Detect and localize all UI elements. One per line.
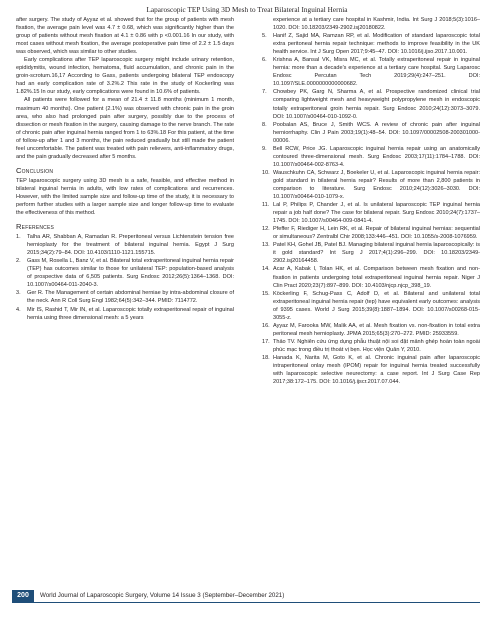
reference-continuation	[262, 16, 480, 32]
reference-number: 14.	[262, 266, 270, 273]
reference-text: Poobalan AS, Bruce J, Smith WCS. A review of chronic pain after inguinal herniorrhaphy. Clin J Pain 2003;19(1):48–54. DOI: 10.1097/00002508-200301000-00006.	[273, 121, 480, 144]
page-number: 200	[12, 590, 34, 602]
running-head: Laparoscopic TEP Using 3D Mesh to Treat Bilateral Inguinal Hernia	[146, 6, 348, 14]
reference-item	[262, 322, 480, 338]
body-paragraph: Early complications after TEP laparoscopic surgery might include urinary retention, epididymitis, wound infection, hematoma, fluid accumulation, and chronic pain in the groin-scrotum.16,17 According to Gass, patients undergoing bilateral TEP endoscopy had an early complication rate of 3.2%.2 This rate in the study of Kockerling was 1.82%.15 In our study, early complications were found in 10.6% of patients.	[16, 57, 234, 96]
reference-text: Lal P, Philips P, Chander J, et al. Is unilateral laparoscopic TEP inguinal hernia repair a job half done? The case for bilateral repair. Surg Endosc 2010;24(7):1737–1745. DOI: 10.1007/s00464-009-0841-4.	[273, 202, 480, 225]
reference-item	[262, 354, 480, 386]
reference-text: Acar A, Kabak I, Tolan HK, et al. Comparison between mesh fixation and non-fixation in patients undergoing total extraperitoneal inguinal hernia repair. Niger J Clin Pract 2020;23(7):897–899. DOI: 10.4103/njcp.njcp_398_19.	[273, 266, 480, 289]
reference-text: Hanada K, Narita M, Goto K, et al. Chronic inguinal pain after laparoscopic intraperitoneal onlay mesh (IPOM) repair for inguinal hernia treated successfully with laparoscopic selective neurectomy: a case report. Int J Surg Case Rep 2017;38:172–175. DOI: 10.1016/j.ijscr.2017.07.044.	[273, 354, 480, 386]
reference-number: 4.	[16, 306, 21, 313]
reference-number: 1.	[16, 234, 21, 241]
reference-item	[262, 121, 480, 145]
reference-number: 8.	[262, 121, 267, 128]
references-list-continued	[262, 16, 480, 386]
reference-item	[262, 169, 480, 201]
reference-number: 9.	[262, 145, 267, 152]
reference-text: Patel KH, Gohel JB, Patel BJ. Managing bilateral inguinal hernia laparoscopically: is it gold standard? Int Surg J 2017;4(1):296–299. DOI: 10.18203/2349-2902.isj20164458.	[273, 242, 480, 265]
reference-text: Chowbey PK, Garg N, Sharma A, et al. Prospective randomized clinical trial comparing lightweight mesh and heavyweight polypropylene mesh in endoscopic totally extraperitoneal groin hernia repair. Surg Endosc 2010;24(12):3073–3079. DOI: 10.1007/s00464-010-1092-0.	[273, 89, 480, 120]
reference-item	[262, 88, 480, 120]
reference-item	[16, 233, 234, 257]
reference-number: 16.	[262, 322, 270, 329]
reference-text: Talha AR, Shabban A, Ramadan R. Preperitoneal versus Lichtenstein tension free hernioplasty for the treatment of bilateral inguinal hernia. Egypt J Surg 2015;34(2):79–84. DOI: 10.4103/1110-1121.155715.	[27, 234, 234, 257]
reference-number: 6.	[262, 57, 267, 64]
reference-item	[262, 265, 480, 289]
reference-number: 11.	[262, 202, 270, 209]
reference-text: Köckerling F, Schug-Pass C, Adolf D, et al. Bilateral and unilateral total extraperitoneal inguinal hernia repair (tep) have equivalent early outcomes: analysis of 9395 cases. World J Surg 2015;39(8):1887–1894. DOI: 10.1007/s00268-015-3055-z.	[273, 290, 480, 321]
reference-number: 7.	[262, 89, 267, 96]
reference-item	[262, 145, 480, 169]
reference-number: 15.	[262, 290, 270, 297]
right-column	[262, 16, 480, 386]
body-paragraph: after surgery. The study of Ayyaz et al. showed that for the group of patients with mesh fixation, the average pain level was 4.7 ± 0.68, which was significantly higher than the group of patients without mesh fixation at 4.1 ± 0.86 with p <0.001.16 In our study, with most cases without mesh fixation, the average postoperative pain time of 2.2 ± 1.5 days was observed, which was similar to other studies.	[16, 17, 234, 56]
reference-number: 3.	[16, 290, 21, 297]
reference-number: 17.	[262, 338, 270, 345]
reference-item	[16, 289, 234, 305]
reference-number: 2.	[16, 258, 21, 265]
reference-item	[262, 56, 480, 88]
reference-number: 10.	[262, 169, 270, 176]
reference-item	[16, 257, 234, 289]
reference-item	[262, 338, 480, 354]
body-paragraph: All patients were followed for a mean of 21.4 ± 11.8 months (minimum 1 month, maximum 40 months). One patient (2.1%) was observed with chronic pain in the groin area, who also had prolonged pain after surgery, possibly due to the process of dissection or mesh fixation in the surgery, causing damage to the nerve branch. The rate of chronic pain after inguinal hernia ranged from 1 to 63%.18 For this patient, at the time of follow-up after 1 and 3 months, the pain reduced gradually but still made the patient feel uncomfortable. The patient was treated with pain relievers, anti-inflammatory drugs, and the pain gradually decreased after 5 months.	[16, 97, 234, 160]
reference-text: Gass M, Rosella L, Banz V, et al. Bilateral total extraperitoneal inguinal hernia repair (TEP) has outcomes similar to those for unilateral TEP: population-based analysis of prospective data of 6,505 patients. Surg Endosc 2012;26(5):1364–1368. DOI: 10.1007/s00464-011-2040-3.	[27, 258, 234, 289]
reference-text: Thảo TV. Nghiên cứu ứng dụng phẫu thuật nội soi đặt mảnh ghép hoàn toàn ngoài phúc mạc trong điều trị thoát vị bẹn. Học viện Quân Y, 2010.	[273, 338, 480, 353]
reference-text: Pfeffer F, Riediger H, Lein RK, et al. Repair of bilateral inguinal hernias: sequential or simultaneous? Zentralbl Chir 2008;133:446–451. DOI: 10.1055/s-2008-1076959.	[273, 226, 480, 241]
references-heading: References	[16, 222, 55, 232]
journal-footer: World Journal of Laparoscopic Surgery, Volume 14 Issue 3 (September–December 2021)	[40, 592, 285, 599]
reference-text: Mir IS, Rashid T, Mir IN, et al. Laparoscopic totally extraperitoneal repair of inguinal hernia using three dimensional mesh: a 5 years	[27, 306, 234, 321]
reference-item	[262, 225, 480, 241]
reference-item	[262, 290, 480, 322]
reference-number: 5.	[262, 33, 267, 40]
reference-number: 12.	[262, 226, 270, 233]
reference-number: 13.	[262, 242, 270, 249]
reference-text: Wauschkuhn CA, Schwarz J, Boekeler U, et al. Laparoscopic inguinal hernia repair: gold standard in bilateral hernia repair? Results of more than 2,800 patients in comparison to literature. Surg Endosc 2010;24(12):3026–3030. DOI: 10.1007/s00464-010-1079-x.	[273, 169, 480, 201]
reference-item	[262, 241, 480, 265]
reference-item	[262, 201, 480, 225]
reference-text: Hanif Z, Sajid MA, Ramzan RP, et al. Modification of standard laparoscopic total extra peritoneal hernia repair technique: methods to improve feasibility in the UK health service. Int J Surg Open 2017;9:45–47. DOI: 10.1016/j.ijso.2017.10.001.	[273, 33, 480, 56]
conclusion-heading: Conclusion	[16, 165, 54, 175]
reference-number: 18.	[262, 354, 270, 361]
left-column	[16, 16, 234, 322]
footer-rule	[12, 602, 480, 603]
reference-text: Krishna A, Bansal VK, Misra MC, et al. Totally extraperitoneal repair in inguinal hernia: more than a decade's experience at a tertiary care hospital. Surg Laparosc Endosc Percutan Tech 2019;29(4):247–251. DOI: 10.1097/SLE.0000000000000682.	[273, 57, 480, 88]
reference-item	[16, 306, 234, 322]
reference-text: experience at a tertiary care hospital in Kashmir, India. Int Surg J 2018;5(3):1016–1020. DOI: 10.18203/2349-2902.isj20180822.	[273, 17, 480, 32]
reference-text: Ayyaz M, Farooka MW, Malik AA, et al. Mesh fixation vs. non-fixation in total extra peritoneal mesh hernioplasty. JPMA 2015;65(3):270–272. PMID: 25933559.	[273, 322, 480, 337]
reference-item	[262, 32, 480, 56]
reference-text: Bell RCW, Price JG. Laparoscopic inguinal hernia repair using an anatomically contoured three-dimensional mesh. Surg Endosc 2003;17(11):1784–1788. DOI: 10.1007/s00464-002-8763-4.	[273, 145, 480, 168]
reference-text: Ger R. The Management of certain abdominal herniae by intra-abdominal closure of the neck. Ann R Coll Surg Engl 1982;64(5):342–344. PMID: 7114772.	[27, 290, 234, 305]
references-list	[16, 233, 234, 322]
conclusion-text: TEP laparoscopic surgery using 3D mesh is a safe, feasible, and effective method in bilateral inguinal hernia in adults, with low rates of complications and recurrences. However, with the limited sample size and follow-up time of the study, it is necessary to perform further studies with a larger sample size and longer follow-up time to evaluate the effectiveness of this method.	[16, 177, 234, 217]
